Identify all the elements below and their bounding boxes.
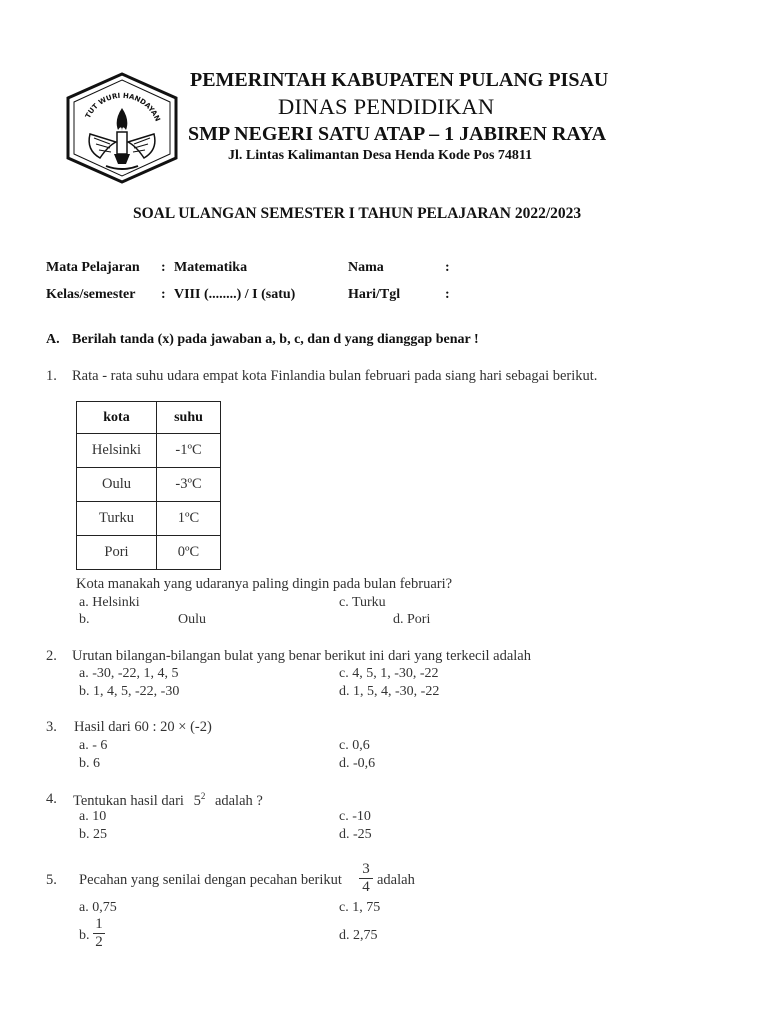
mapel-value: Matematika	[174, 260, 248, 275]
q5-option-b-numerator: 1	[95, 916, 103, 932]
table-cell: Turku	[77, 502, 157, 536]
q1-question: Kota manakah yang udaranya paling dingin pada bulan februari?	[76, 576, 453, 592]
q1-option-c: c. Turku	[339, 595, 386, 610]
q3-option-a: a. - 6	[79, 738, 108, 753]
q4-number: 4.	[46, 791, 57, 807]
q2-text: Urutan bilangan-bilangan bulat yang benar berikut ini dari yang terkecil adalah	[72, 648, 531, 664]
q5-option-d: d. 2,75	[339, 928, 378, 943]
q1-number: 1.	[46, 368, 57, 384]
table-cell: Pori	[77, 536, 157, 570]
q5-fraction-denominator: 4	[362, 879, 370, 895]
q5-number: 5.	[46, 872, 57, 888]
q2-option-a: a. -30, -22, 1, 4, 5	[79, 666, 179, 681]
table-row	[77, 502, 221, 536]
section-a-letter: A.	[46, 332, 60, 347]
q5-fraction-numerator: 3	[362, 861, 370, 877]
kelas-value: VIII (........) / I (satu)	[174, 287, 296, 302]
table-cell: 0ºC	[157, 536, 221, 570]
q3-option-d: d. -0,6	[339, 756, 376, 771]
mapel-colon: :	[161, 260, 166, 275]
table-cell: -3ºC	[157, 468, 221, 502]
kelas-label: Kelas/semester	[46, 287, 136, 302]
q2-option-b: b. 1, 4, 5, -22, -30	[79, 684, 180, 699]
q5-fraction	[359, 862, 373, 895]
table-cell: 1ºC	[157, 502, 221, 536]
nama-colon: :	[445, 260, 450, 275]
q4-option-d: d. -25	[339, 827, 372, 842]
q2-option-c: c. 4, 5, 1, -30, -22	[339, 666, 439, 681]
svg-text:TUT WURI HANDAYANI: TUT WURI HANDAYAN	[83, 91, 162, 123]
q1-option-b-value: Oulu	[178, 612, 206, 627]
q4-base: 5	[193, 792, 201, 809]
q1-option-b: b.	[79, 612, 90, 627]
q5-text-pre: Pecahan yang senilai dengan pecahan berikut	[79, 872, 342, 888]
kelas-colon: :	[161, 287, 166, 302]
q5-option-b: b.	[79, 928, 90, 943]
q1-text: Rata - rata suhu udara empat kota Finlandia bulan februari pada siang hari sebagai berikut.	[72, 368, 598, 384]
section-a-instruction: Berilah tanda (x) pada jawaban a, b, c, dan d yang dianggap benar !	[72, 332, 479, 347]
q4-option-b: b. 25	[79, 827, 107, 842]
header-line-3: SMP NEGERI SATU ATAP – 1 JABIREN RAYA	[188, 123, 607, 145]
q3-text: Hasil dari 60 : 20 × (-2)	[74, 719, 212, 735]
q4-option-a: a. 10	[79, 809, 107, 824]
q1-temperature-table	[76, 401, 221, 570]
header-line-2: DINAS PENDIDIKAN	[278, 94, 495, 119]
mapel-label: Mata Pelajaran	[46, 260, 140, 275]
table-row	[77, 536, 221, 570]
header-line-1: PEMERINTAH KABUPATEN PULANG PISAU	[190, 69, 609, 91]
table-header-cell: suhu	[157, 402, 221, 434]
q4-text	[73, 791, 263, 810]
q1-option-a: a. Helsinki	[79, 595, 140, 610]
q2-option-d: d. 1, 5, 4, -30, -22	[339, 684, 440, 699]
q1-option-d: d. Pori	[393, 612, 431, 627]
q3-number: 3.	[46, 719, 57, 735]
tut-wuri-handayani-logo	[66, 72, 178, 184]
header-address: Jl. Lintas Kalimantan Desa Henda Kode Pos 74811	[228, 148, 533, 163]
hari-colon: :	[445, 287, 450, 302]
q4-option-c: c. -10	[339, 809, 371, 824]
q5-option-a: a. 0,75	[79, 900, 117, 915]
q4-text-post: adalah ?	[214, 792, 263, 809]
q4-text-pre: Tentukan hasil dari	[73, 792, 184, 809]
table-header-cell: kota	[77, 402, 157, 434]
q3-option-b: b. 6	[79, 756, 100, 771]
table-row	[77, 468, 221, 502]
nama-label: Nama	[348, 260, 384, 275]
q2-number: 2.	[46, 648, 57, 664]
table-header-row	[77, 402, 221, 434]
q5-option-b-fraction	[93, 917, 105, 950]
hari-label: Hari/Tgl	[348, 287, 401, 302]
q3-option-c: c. 0,6	[339, 738, 370, 753]
q4-expression	[194, 793, 206, 809]
q5-option-b-denominator: 2	[95, 934, 103, 950]
q4-exponent: 2	[200, 791, 206, 801]
q5-text-post: adalah	[377, 872, 415, 888]
table-row	[77, 434, 221, 468]
table-cell: Helsinki	[77, 434, 157, 468]
table-cell: -1ºC	[157, 434, 221, 468]
table-cell: Oulu	[77, 468, 157, 502]
q5-option-c: c. 1, 75	[339, 900, 381, 915]
document-title: SOAL ULANGAN SEMESTER I TAHUN PELAJARAN 2022/2023	[133, 205, 582, 222]
